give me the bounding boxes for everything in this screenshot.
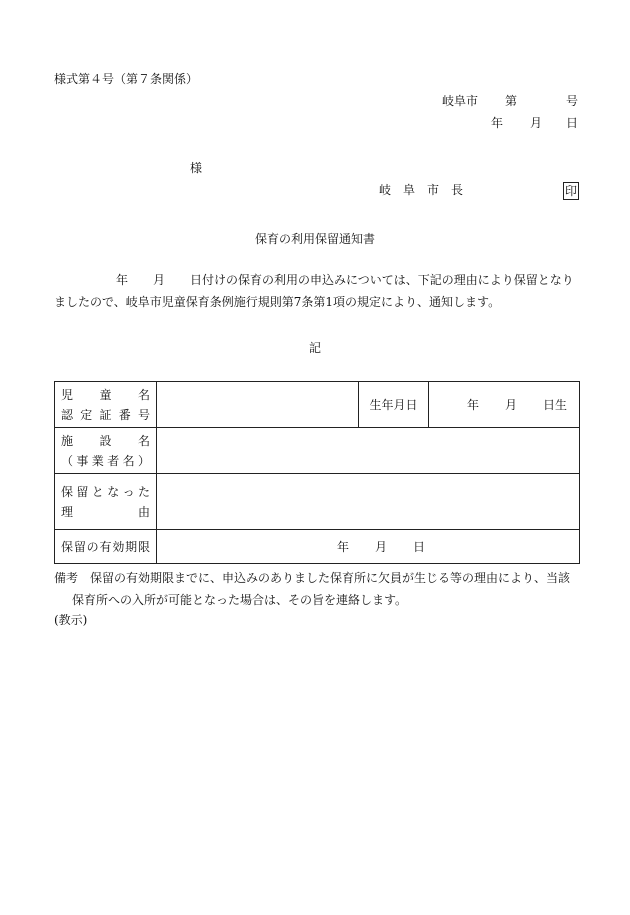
table-row (55, 474, 580, 530)
remarks-text: 備考 保留の有効期限までに、申込みのありました保育所に欠員が生じる等の理由により、当該保育所への入所が可能となった場合は、その旨を連絡します。 (54, 571, 571, 607)
notice-paragraph (54, 269, 580, 313)
header-month: 月 (530, 116, 543, 130)
table-row (55, 428, 580, 474)
header-year: 年 (491, 116, 504, 130)
header-go: 号 (566, 94, 579, 108)
child-name-label-cell (55, 382, 157, 428)
reason-value (157, 474, 580, 530)
validity-label-cell (55, 530, 157, 564)
issuer-name: 岐 阜 市 長 (379, 183, 464, 197)
validity-month: 月 (375, 540, 388, 554)
validity-value (157, 530, 580, 564)
seal-mark: 印 (565, 184, 578, 198)
instruction-label: (教示) (54, 613, 88, 627)
addressee-suffix: 様 (190, 161, 203, 175)
validity-year: 年 (337, 540, 350, 554)
facility-label: 施 設 名 (61, 433, 150, 448)
reason-label-line1: 保留となった (61, 484, 150, 499)
child-name-label: 児 童 名 (61, 387, 150, 402)
cert-no-label: 認定証番号 (61, 407, 150, 422)
body-text: 日付けの保育の利用の申込みについては、下記の理由により保留となりましたので、岐阜市児童保育条例施行規則第7条第1項の規定により、通知します。 (54, 273, 574, 309)
birth-label: 生年月日 (359, 382, 429, 428)
validity-label: 保留の有効期限 (61, 539, 150, 554)
form-number: 様式第４号（第７条関係） (54, 72, 199, 86)
header-city: 岐阜市 (442, 94, 479, 108)
reason-label-line2: 理 由 (61, 504, 150, 519)
notice-table (54, 381, 580, 564)
page-title: 保育の利用保留通知書 (254, 232, 375, 246)
table-row (55, 382, 580, 428)
birth-value (429, 382, 580, 428)
child-name-value (157, 382, 359, 428)
birth-year: 年 (467, 398, 480, 412)
remarks (54, 567, 580, 611)
validity-day: 日 (413, 540, 426, 554)
body-year: 年 (116, 273, 129, 287)
birth-day: 日生 (543, 398, 568, 412)
ki-heading: 記 (308, 341, 321, 355)
body-month: 月 (153, 273, 166, 287)
reason-label-cell (55, 474, 157, 530)
header-day: 日 (566, 116, 579, 130)
operator-label: （事業者名） (61, 453, 150, 468)
table-row (55, 530, 580, 564)
birth-month: 月 (505, 398, 518, 412)
facility-label-cell (55, 428, 157, 474)
facility-value (157, 428, 580, 474)
header-dai: 第 (505, 94, 518, 108)
